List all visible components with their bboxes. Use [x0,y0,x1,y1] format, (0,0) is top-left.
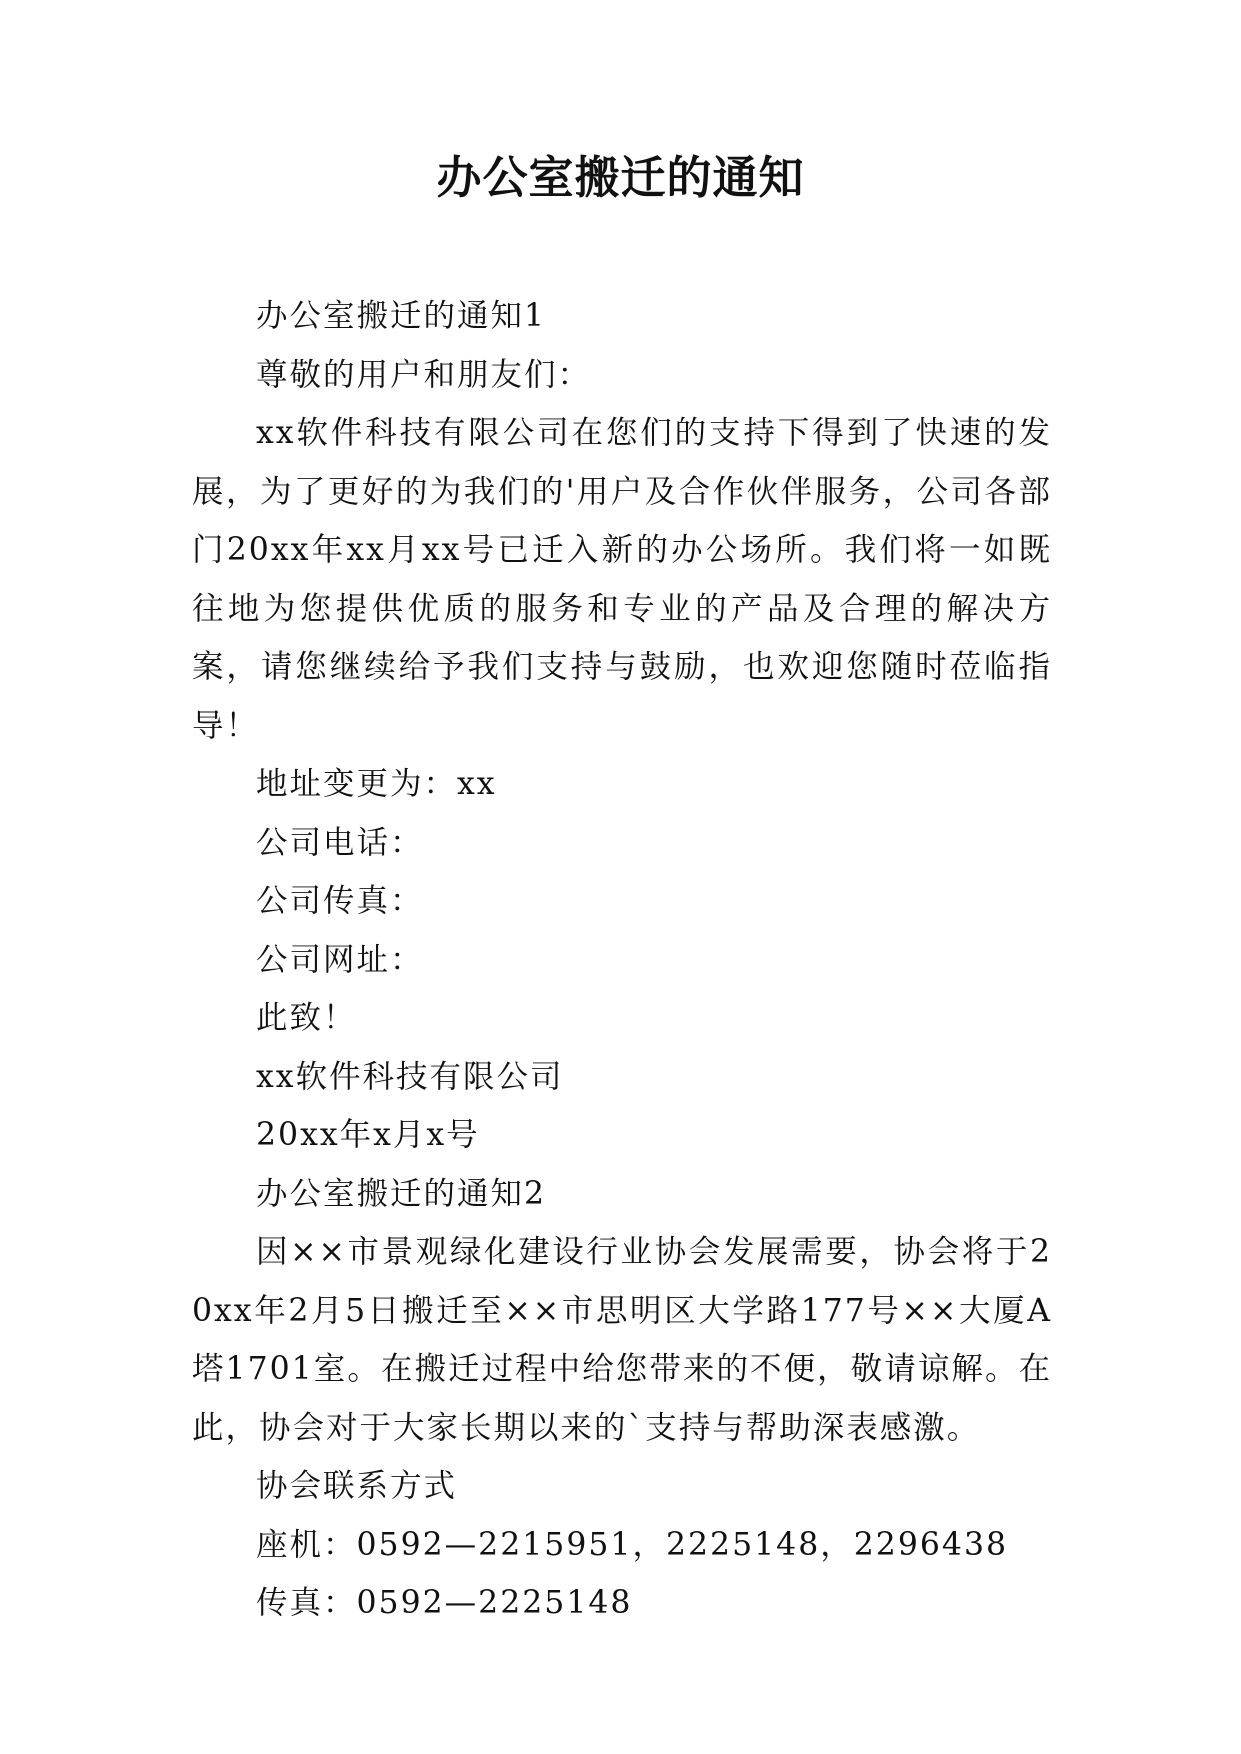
closing: 此致！ [256,1000,357,1036]
document-body [192,287,1052,1633]
salutation: 尊敬的用户和朋友们： [256,356,592,393]
document-title: 办公室搬迁的通知 [436,151,805,204]
association-contact-heading: 协会联系方式 [256,1468,458,1504]
association-fax: 传真：0592—2225148 [256,1585,633,1621]
notice-2-heading: 办公室搬迁的通知2 [256,1175,547,1212]
company-phone: 公司电话： [256,824,424,861]
signature-company: xx软件科技有限公司 [256,1058,564,1095]
notice-1-heading: 办公室搬迁的通知1 [256,298,547,334]
association-landline: 座机：0592—2215951，2225148，2296438 [256,1526,1009,1563]
company-website: 公司网址： [256,941,424,978]
signature-date: 20xx年x月x号 [256,1117,480,1153]
notice-1-body: xx软件科技有限公司在您们的支持下得到了快速的发展，为了更好的为我们的'用户及合作伙伴服务，公司各部门20xx年xx月xx号已迁入新的办公场所。我们将一如既往地为您提供优质的服务和专业的产品及合理的解决方案，请您继续给予我们支持与鼓励，也欢迎您随时莅临指导！ [192,415,1052,744]
notice-2-body: 因××市景观绿化建设行业协会发展需要，协会将于20xx年2月5日搬迁至××市思明区大学路177号××大厦A塔1701室。在搬迁过程中给您带来的不便，敬请谅解。在此，协会对于大家长期以来的`支持与帮助深表感激。 [192,1234,1052,1446]
company-fax: 公司传真： [256,883,424,919]
new-address: 地址变更为：xx [256,766,497,802]
